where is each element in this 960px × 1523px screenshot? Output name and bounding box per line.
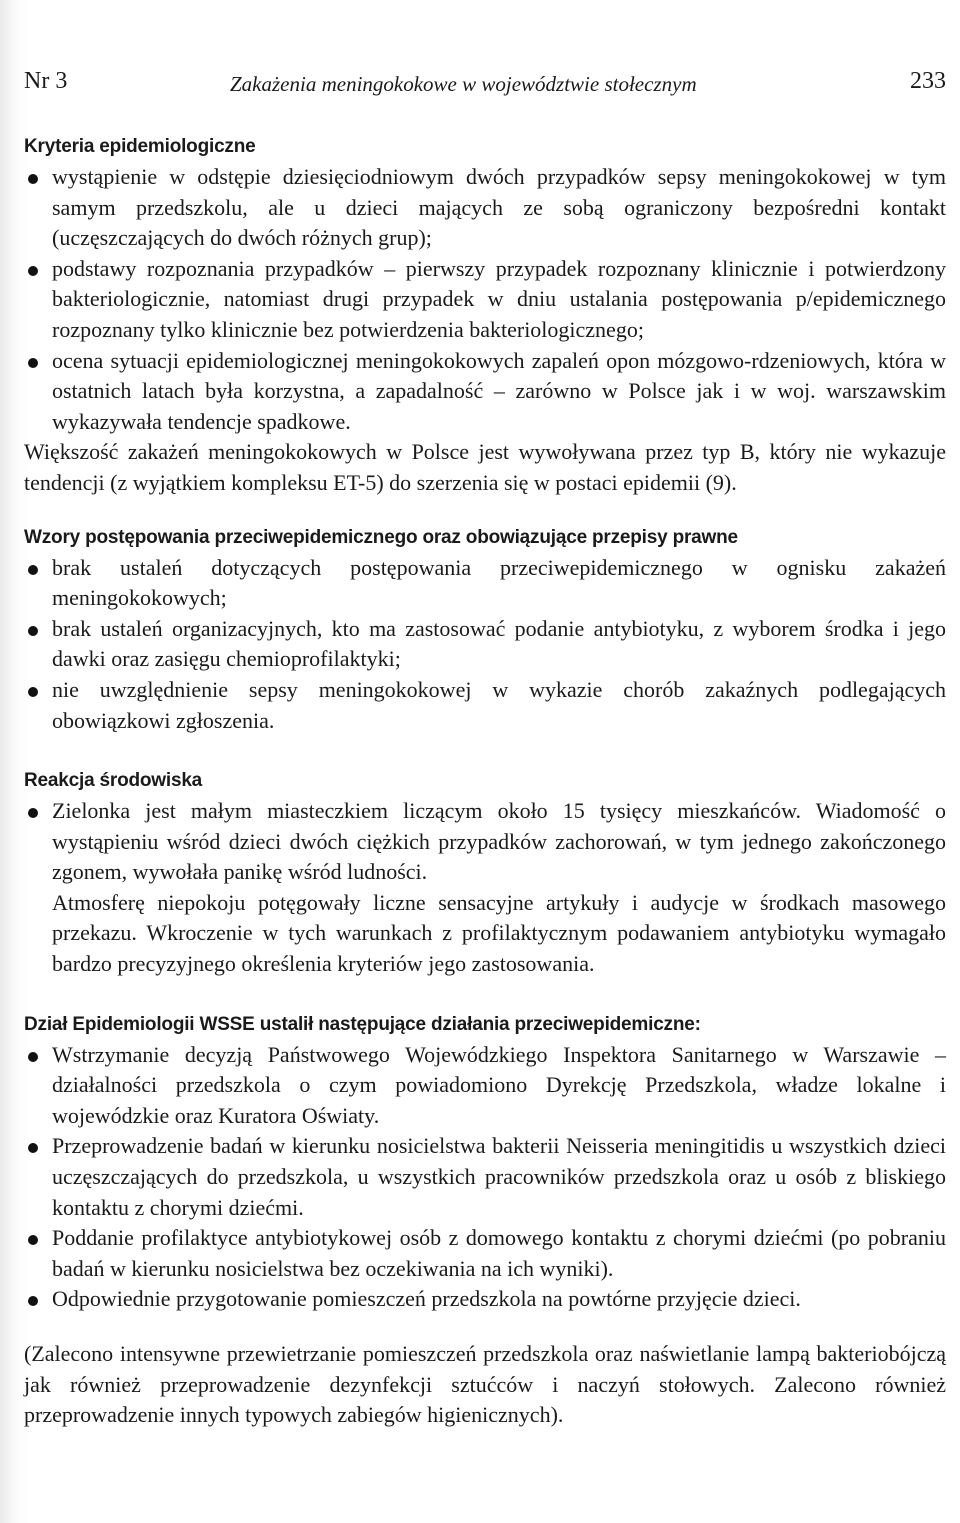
bullet-list xyxy=(24,796,946,888)
section-actions xyxy=(24,1010,946,1431)
bullet-list xyxy=(24,553,946,737)
bullet-icon xyxy=(28,174,38,184)
list-item-text: brak ustaleń organizacyjnych, kto ma zastosować podanie antybiotyku, z wyborem środka i jego dawki oraz zasięgu chemioprofilaktyki; xyxy=(52,615,946,672)
bullet-icon xyxy=(28,1052,38,1062)
section-heading: Kryteria epidemiologiczne xyxy=(24,136,256,157)
section-criteria xyxy=(24,132,946,499)
bullet-icon xyxy=(28,1235,38,1245)
list-item-text: Odpowiednie przygotowanie pomieszczeń przedszkola na powtórne przyjęcie dzieci. xyxy=(52,1286,801,1312)
list-item-text: wystąpienie w odstępie dziesięciodniowym dwóch przypadków sepsy meningokokowej w tym samym przedszkolu, ale u dzieci mających ze sobą ograniczony bezpośredni kontakt (uczęszczających do dwóch różnych grup); xyxy=(52,164,946,251)
body-paragraph: Atmosferę niepokoju potęgowały liczne sensacyjne artykuły i audycje w środkach masowego przekazu. Wkroczenie w tych warunkach z profilaktycznym podawaniem antybiotyku wymagało bardzo precyzyjnego określenia kryteriów jego zastosowania. xyxy=(52,889,946,977)
list-item xyxy=(24,796,946,888)
section-heading: Dział Epidemiologii WSSE ustalił następujące działania przeciwepidemiczne: xyxy=(24,1013,701,1035)
bullet-icon xyxy=(28,1296,38,1306)
list-item xyxy=(24,675,946,736)
running-header xyxy=(24,68,946,104)
list-item xyxy=(24,1040,946,1132)
section-patterns xyxy=(24,523,946,737)
bullet-list xyxy=(24,162,946,437)
list-item-text: Poddanie profilaktyce antybiotykowej osób z domowego kontaktu z chorymi dziećmi (po pobraniu badań w kierunku nosicielstwa bez oczekiwania na ich wyniki). xyxy=(52,1225,946,1281)
list-item-text: Zielonka jest małym miasteczkiem liczącym około 15 tysięcy mieszkańców. Wiadomość o wystąpieniu wśród dzieci dwóch ciężkich przypadków zachorowań, w tym jednego zakończonego zgonem, wywołała panikę wśród ludności. xyxy=(52,798,946,885)
list-item-text: Wstrzymanie decyzją Państwowego Wojewódzkiego Inspektora Sanitarnego w Warszawie – działalności przedszkola o czym powiadomiono Dyrekcję Przedszkola, władze lokalne i wojewódzkie oraz Kuratora Oświaty. xyxy=(52,1041,946,1128)
bullet-icon xyxy=(28,565,38,575)
page-number: 233 xyxy=(910,68,946,94)
list-item-text: brak ustaleń dotyczących postępowania przeciwepidemicznego w ognisku zakażeń meningokokowych; xyxy=(52,554,946,611)
bullet-icon xyxy=(28,687,38,697)
list-item xyxy=(24,1284,946,1315)
list-item-text: nie uwzględnienie sepsy meningokokowej w wykazie chorób zakaźnych podlegających obowiązkowi zgłoszenia. xyxy=(52,676,946,733)
list-item xyxy=(24,1131,946,1223)
list-item xyxy=(24,346,946,438)
list-item xyxy=(24,614,946,675)
bullet-icon xyxy=(28,1143,38,1153)
list-item xyxy=(24,254,946,346)
page-content xyxy=(24,132,946,1431)
section-reaction xyxy=(24,766,946,980)
bullet-icon xyxy=(28,808,38,818)
list-item-text: ocena sytuacji epidemiologicznej meningokokowych zapaleń opon mózgowo-rdzeniowych, która w ostatnich latach była korzystna, a zapadalność – zarówno w Polsce jak i w woj. warszawskim wykazywała tendencje spadkowe. xyxy=(52,347,946,434)
bullet-icon xyxy=(28,266,38,276)
bullet-icon xyxy=(28,626,38,636)
issue-number: Nr 3 xyxy=(24,68,68,94)
bullet-icon xyxy=(28,358,38,368)
running-title: Zakażenia meningokokowe w województwie stołecznym xyxy=(230,72,697,96)
list-item xyxy=(24,1223,946,1284)
list-item xyxy=(24,553,946,614)
bullet-list xyxy=(24,1040,946,1315)
section-heading: Wzory postępowania przeciwepidemicznego oraz obowiązujące przepisy prawne xyxy=(24,526,738,548)
list-item-text: podstawy rozpoznania przypadków – pierwszy przypadek rozpoznany klinicznie i potwierdzony bakteriologicznie, natomiast drugi przypadek w dniu ustalania postępowania p/epidemicznego rozpoznany tylko klinicznie bez potwierdzenia bakteriologicznego; xyxy=(52,255,946,342)
body-paragraph: (Zalecono intensywne przewietrzanie pomieszczeń przedszkola oraz naświetlanie lampą bakteriobójczą jak również przeprowadzenie dezynfekcji sztućców i naczyń stołowych. Zalecono również przeprowadzenie innych typowych zabiegów higienicznych). xyxy=(24,1341,946,1428)
section-heading: Reakcja środowiska xyxy=(24,770,203,792)
body-paragraph: Większość zakażeń meningokokowych w Polsce jest wywoływana przez typ B, który nie wykazuje tendencji (z wyjątkiem kompleksu ET-5) do szerzenia się w postaci epidemii (9). xyxy=(24,439,946,495)
list-item-text: Przeprowadzenie badań w kierunku nosicielstwa bakterii Neisseria meningitidis u wszystkich dzieci uczęszczających do przedszkola, u wszystkich pracowników przedszkola oraz u osób z bliskiego kontaktu z chorymi dziećmi. xyxy=(52,1133,946,1220)
list-item xyxy=(24,162,946,254)
